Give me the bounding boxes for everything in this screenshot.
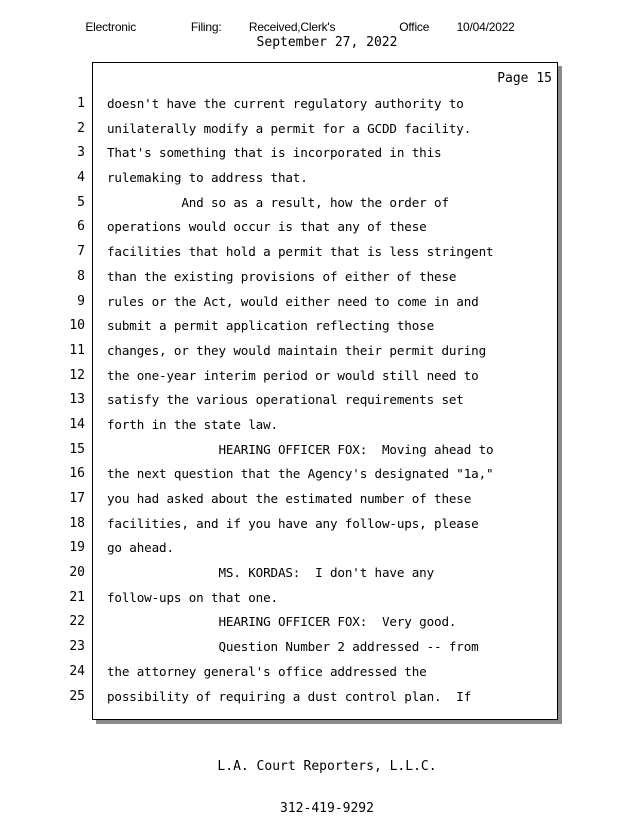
line-number: 17	[69, 491, 85, 506]
transcript-text	[107, 92, 547, 709]
transcript-line: you had asked about the estimated number of these	[107, 491, 472, 506]
transcript-line: HEARING OFFICER FOX: Very good.	[107, 614, 457, 630]
line-number: 15	[69, 441, 85, 457]
line-number: 8	[77, 268, 85, 284]
page-number: Page 15	[497, 71, 552, 86]
transcript-line: the next question that the Agency's designated "1a,"	[107, 466, 494, 482]
transcript-line: satisfy the various operational requirements set	[107, 392, 464, 408]
line-number: 12	[69, 367, 85, 383]
line-number: 7	[77, 244, 85, 260]
line-number: 1	[77, 96, 85, 111]
line-number: 6	[77, 219, 85, 235]
court-reporter-phone: 312-419-9292	[280, 801, 374, 816]
court-reporter-name: L.A. Court Reporters, L.L.C.	[217, 759, 437, 774]
line-number: 10	[69, 318, 85, 334]
transcript-line: submit a permit application reflecting those	[107, 318, 435, 334]
transcript-line: changes, or they would maintain their permit during	[107, 342, 487, 358]
line-number: 23	[69, 639, 85, 655]
transcript-line: the one-year interim period or would still need to	[107, 367, 479, 383]
transcript-line: MS. KORDAS: I don't have any	[107, 565, 435, 581]
line-number: 21	[69, 589, 85, 605]
line-number: 13	[69, 392, 85, 408]
line-number: 9	[77, 293, 85, 309]
transcript-line: doesn't have the current regulatory authority to	[107, 96, 464, 111]
transcript-line: the attorney general's office addressed the	[107, 663, 427, 679]
line-number: 4	[77, 170, 85, 186]
transcript-line: facilities that hold a permit that is less stringent	[107, 244, 494, 260]
line-number-column	[55, 92, 85, 709]
transcript-line: forth in the state law.	[107, 416, 278, 432]
line-number: 2	[77, 120, 85, 136]
line-number: 20	[69, 565, 85, 581]
transcript-line: And so as a result, how the order of	[107, 194, 449, 210]
transcript-line: rulemaking to address that.	[107, 170, 308, 186]
transcript-line: possibility of requiring a dust control plan. If	[107, 688, 472, 704]
transcript-line: go ahead.	[107, 540, 174, 556]
transcript-line: than the existing provisions of either of these	[107, 268, 457, 284]
line-number: 22	[69, 614, 85, 630]
transcript-line: Question Number 2 addressed -- from	[107, 639, 479, 655]
electronic-filing-stamp: Electronic Filing: Received,Clerk's Office 10/04/2022	[85, 20, 515, 34]
line-number: 19	[69, 540, 85, 556]
line-number: 24	[69, 663, 85, 679]
line-number: 25	[69, 688, 85, 704]
transcript-date: September 27, 2022	[256, 35, 398, 50]
transcript-line: follow-ups on that one.	[107, 589, 278, 605]
footer	[0, 732, 618, 830]
line-number: 11	[69, 342, 85, 358]
transcript-line: unilaterally modify a permit for a GCDD facility.	[107, 120, 472, 136]
transcript-line: That's something that is incorporated in this	[107, 145, 442, 161]
transcript-line: HEARING OFFICER FOX: Moving ahead to	[107, 441, 494, 457]
line-number: 18	[69, 515, 85, 531]
line-number: 16	[69, 466, 85, 482]
transcript-line: rules or the Act, would either need to come in and	[107, 293, 479, 309]
transcript-line: facilities, and if you have any follow-ups, please	[107, 515, 479, 531]
transcript-line: operations would occur is that any of these	[107, 219, 427, 235]
line-number: 3	[77, 145, 85, 161]
line-number: 5	[77, 194, 85, 210]
line-number: 14	[69, 416, 85, 432]
